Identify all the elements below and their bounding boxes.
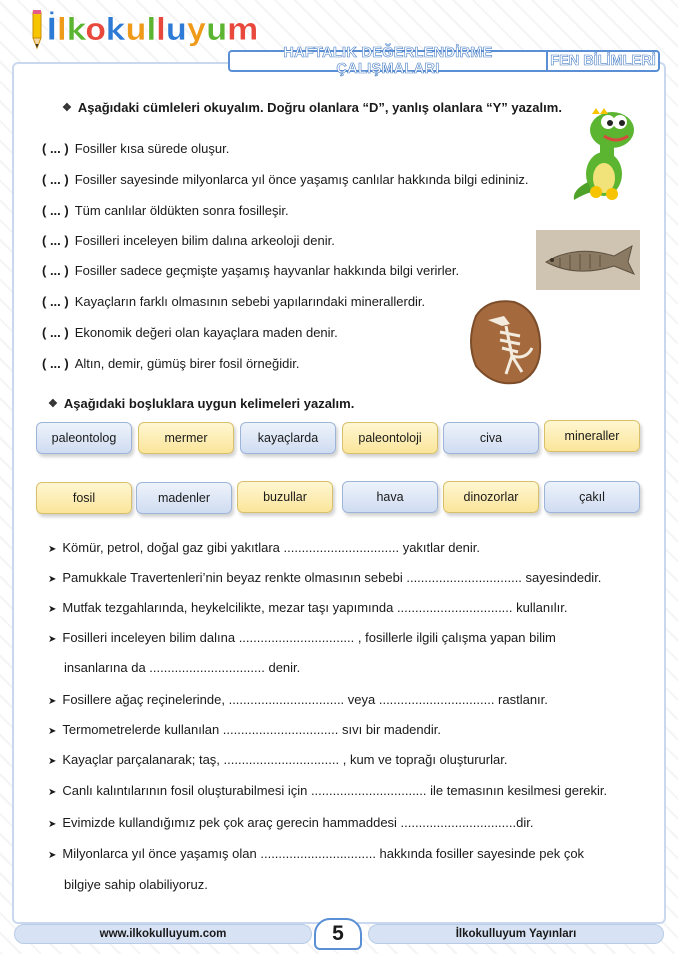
word-chip[interactable]: paleontoloji (342, 422, 438, 454)
tf-item (42, 294, 425, 309)
arrow-bullet-icon: ➤ (48, 819, 57, 830)
fill-sentence (48, 540, 480, 555)
tf-item (42, 233, 335, 248)
page-number: 5 (314, 918, 362, 950)
fill-sentence (48, 752, 507, 767)
answer-blank[interactable]: ( ... ) (42, 172, 69, 187)
diamond-bullet-icon: ❖ (48, 398, 58, 410)
section1-instruction: Aşağıdaki cümleleri okuyalım. Doğru olanlara “D”, yanlış olanlara “Y” yazalım. (77, 100, 562, 115)
header-title: HAFTALIK DEĞERLENDİRME ÇALIŞMALARI (283, 45, 493, 77)
arrow-bullet-icon: ➤ (48, 574, 57, 585)
tf-statement: Kayaçların farklı olmasının sebebi yapılarındaki minerallerdir. (74, 294, 426, 309)
pencil-icon (30, 10, 44, 50)
fill-sentence-text: Canlı kalıntılarının fosil oluşturabilmesi için ................................ ile temasının kesilmesi gerekir. (62, 783, 608, 798)
arrow-bullet-icon: ➤ (48, 787, 57, 798)
word-chip[interactable]: madenler (136, 482, 232, 514)
tf-statement: Fosiller sayesinde milyonlarca yıl önce yaşamış canlılar hakkında bilgi edininiz. (74, 172, 529, 187)
answer-blank[interactable]: ( ... ) (42, 203, 69, 218)
dinosaur-illustration (566, 104, 642, 209)
fill-sentence (48, 815, 533, 830)
answer-blank[interactable]: ( ... ) (42, 141, 69, 156)
tf-item (42, 203, 289, 218)
word-chip[interactable]: paleontolog (36, 422, 132, 454)
tf-statement: Fosiller sadece geçmişte yaşamış hayvanlar hakkında bilgi verirler. (74, 263, 460, 278)
tf-statement: Fosiller kısa sürede oluşur. (74, 141, 230, 156)
fill-sentence-text: Milyonlarca yıl önce yaşamış olan ................................ hakkında fosiller sayesinde pek çok (62, 846, 585, 861)
fish-fossil-image (536, 230, 640, 295)
answer-blank[interactable]: ( ... ) (42, 325, 69, 340)
fill-sentence (48, 846, 584, 861)
header-subject: FEN BİLİMLERİ (550, 53, 656, 69)
answer-blank[interactable]: ( ... ) (42, 294, 69, 309)
header-bar (228, 45, 660, 77)
logo (30, 8, 258, 52)
section2-instruction: Aşağıdaki boşluklara uygun kelimeleri yazalım. (63, 396, 355, 411)
answer-blank[interactable]: ( ... ) (42, 233, 69, 248)
word-chip[interactable]: hava (342, 481, 438, 513)
word-chip[interactable]: kayaçlarda (240, 422, 336, 454)
section2-heading (48, 396, 354, 411)
fill-sentence-text: Kömür, petrol, doğal gaz gibi yakıtlara ................................ yakıtlar denir. (62, 540, 481, 555)
fill-sentence-text: Fosillere ağaç reçinelerinde, ................................ veya ................................ rastlanır. (62, 692, 548, 707)
tf-statement: Altın, demir, gümüş birer fosil örneğidir. (74, 356, 300, 371)
tf-statement: Ekonomik değeri olan kayaçlara maden denir. (74, 325, 338, 340)
fill-sentence-text: Pamukkale Travertenleri’nin beyaz renkte olmasının sebebi ................................ sayesindedir. (62, 570, 602, 585)
fill-sentence (48, 722, 441, 737)
tf-item (42, 141, 229, 156)
fill-sentence-continuation (64, 660, 300, 675)
fill-sentence-continuation (64, 877, 208, 892)
logo-text: İlkokulluyum (46, 12, 258, 48)
fill-sentence-text: Fosilleri inceleyen bilim dalına ................................ , fosillerle ilgili çalışma yapan bilim (62, 630, 556, 645)
arrow-bullet-icon: ➤ (48, 850, 57, 861)
word-chip[interactable]: civa (443, 422, 539, 454)
fill-sentence (48, 600, 567, 615)
word-chip[interactable]: buzullar (237, 481, 333, 513)
fill-sentence-text: Mutfak tezgahlarında, heykelcilikte, mezar taşı yapımında ................................ kullanılır. (62, 600, 568, 615)
dinosaur-fossil-image (466, 296, 544, 393)
arrow-bullet-icon: ➤ (48, 756, 57, 767)
answer-blank[interactable]: ( ... ) (42, 356, 69, 371)
fill-sentence (48, 692, 548, 707)
word-chip[interactable]: mineraller (544, 420, 640, 452)
arrow-bullet-icon: ➤ (48, 544, 57, 555)
fill-sentence (48, 570, 601, 585)
fill-sentence (48, 783, 607, 798)
section1-heading (62, 100, 562, 115)
footer-publisher: İlkokulluyum Yayınları (368, 924, 664, 944)
tf-statement: Fosilleri inceleyen bilim dalına arkeoloji denir. (74, 233, 335, 248)
tf-item (42, 172, 528, 187)
arrow-bullet-icon: ➤ (48, 726, 57, 737)
word-chip[interactable]: mermer (138, 422, 234, 454)
arrow-bullet-icon: ➤ (48, 604, 57, 615)
answer-blank[interactable]: ( ... ) (42, 263, 69, 278)
arrow-bullet-icon: ➤ (48, 634, 57, 645)
arrow-bullet-icon: ➤ (48, 696, 57, 707)
footer-website[interactable]: www.ilkokulluyum.com (14, 924, 312, 944)
tf-statement: Tüm canlılar öldükten sonra fosilleşir. (74, 203, 289, 218)
word-chip[interactable]: dinozorlar (443, 481, 539, 513)
fill-sentence (48, 630, 556, 645)
tf-item (42, 263, 459, 278)
fill-sentence-text: Termometrelerde kullanılan ................................ sıvı bir madendir. (62, 722, 441, 737)
word-chip[interactable]: fosil (36, 482, 132, 514)
fill-sentence-text: insanlarına da ................................ denir. (64, 660, 301, 675)
fill-sentence-text: bilgiye sahip olabiliyoruz. (64, 877, 208, 892)
word-chip[interactable]: çakıl (544, 481, 640, 513)
fill-sentence-text: Kayaçlar parçalanarak; taş, ................................ , kum ve toprağı oluştururlar. (62, 752, 508, 767)
fill-sentence-text: Evimizde kullandığımız pek çok araç gerecin hammaddesi ................................dir. (62, 815, 534, 830)
tf-item (42, 356, 299, 371)
diamond-bullet-icon: ❖ (62, 102, 72, 114)
tf-item (42, 325, 338, 340)
